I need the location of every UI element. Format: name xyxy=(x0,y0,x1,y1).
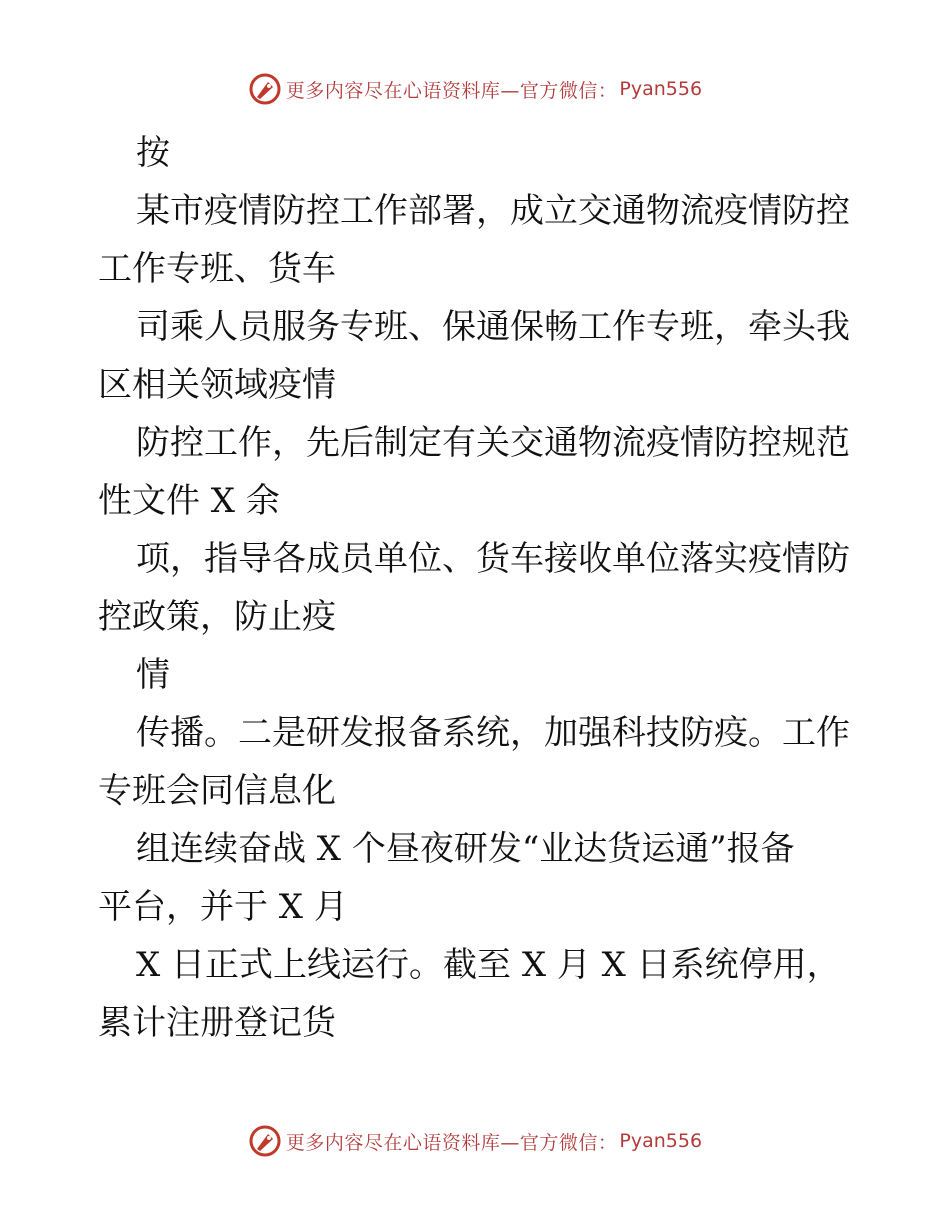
footer-banner xyxy=(0,1124,950,1158)
text-line: 累计注册登记货 xyxy=(98,1003,336,1043)
text-line: 项，指导各成员单位、货车接收单位落实疫情防 xyxy=(136,539,850,579)
text-line: 控政策，防止疫 xyxy=(98,597,336,637)
header-banner xyxy=(0,72,950,106)
pen-nib-logo-icon xyxy=(248,1124,282,1158)
text-line: 平台，并于 X 月 xyxy=(98,887,348,927)
text-line: 传播。二是研发报备系统，加强科技防疫。工作 xyxy=(136,713,850,753)
pen-nib-logo-icon xyxy=(248,72,282,106)
text-line: 工作专班、货车 xyxy=(98,249,336,289)
text-line: 司乘人员服务专班、保通保畅工作专班，牵头我 xyxy=(136,307,850,347)
text-line: 区相关领域疫情 xyxy=(98,365,336,405)
text-line: 性文件 X 余 xyxy=(98,481,280,521)
text-line: 专班会同信息化 xyxy=(98,771,336,811)
header-banner-text: 更多内容尽在心语资料库—官方微信： xyxy=(285,79,618,102)
footer-banner-id: Pyan556 xyxy=(619,1130,703,1152)
footer-banner-text: 更多内容尽在心语资料库—官方微信： xyxy=(285,1131,618,1154)
header-banner-id: Pyan556 xyxy=(619,78,703,100)
text-line: 某市疫情防控工作部署，成立交通物流疫情防控 xyxy=(136,191,850,231)
text-line: 情 xyxy=(136,655,170,695)
text-line: 防控工作，先后制定有关交通物流疫情防控规范 xyxy=(136,423,850,463)
document-body xyxy=(98,124,858,1052)
text-line: 按 xyxy=(136,133,170,173)
text-line: X 日正式上线运行。截至 X 月 X 日系统停用， xyxy=(136,945,841,985)
text-line: 组连续奋战 X 个昼夜研发“业达货运通”报备 xyxy=(136,829,795,869)
